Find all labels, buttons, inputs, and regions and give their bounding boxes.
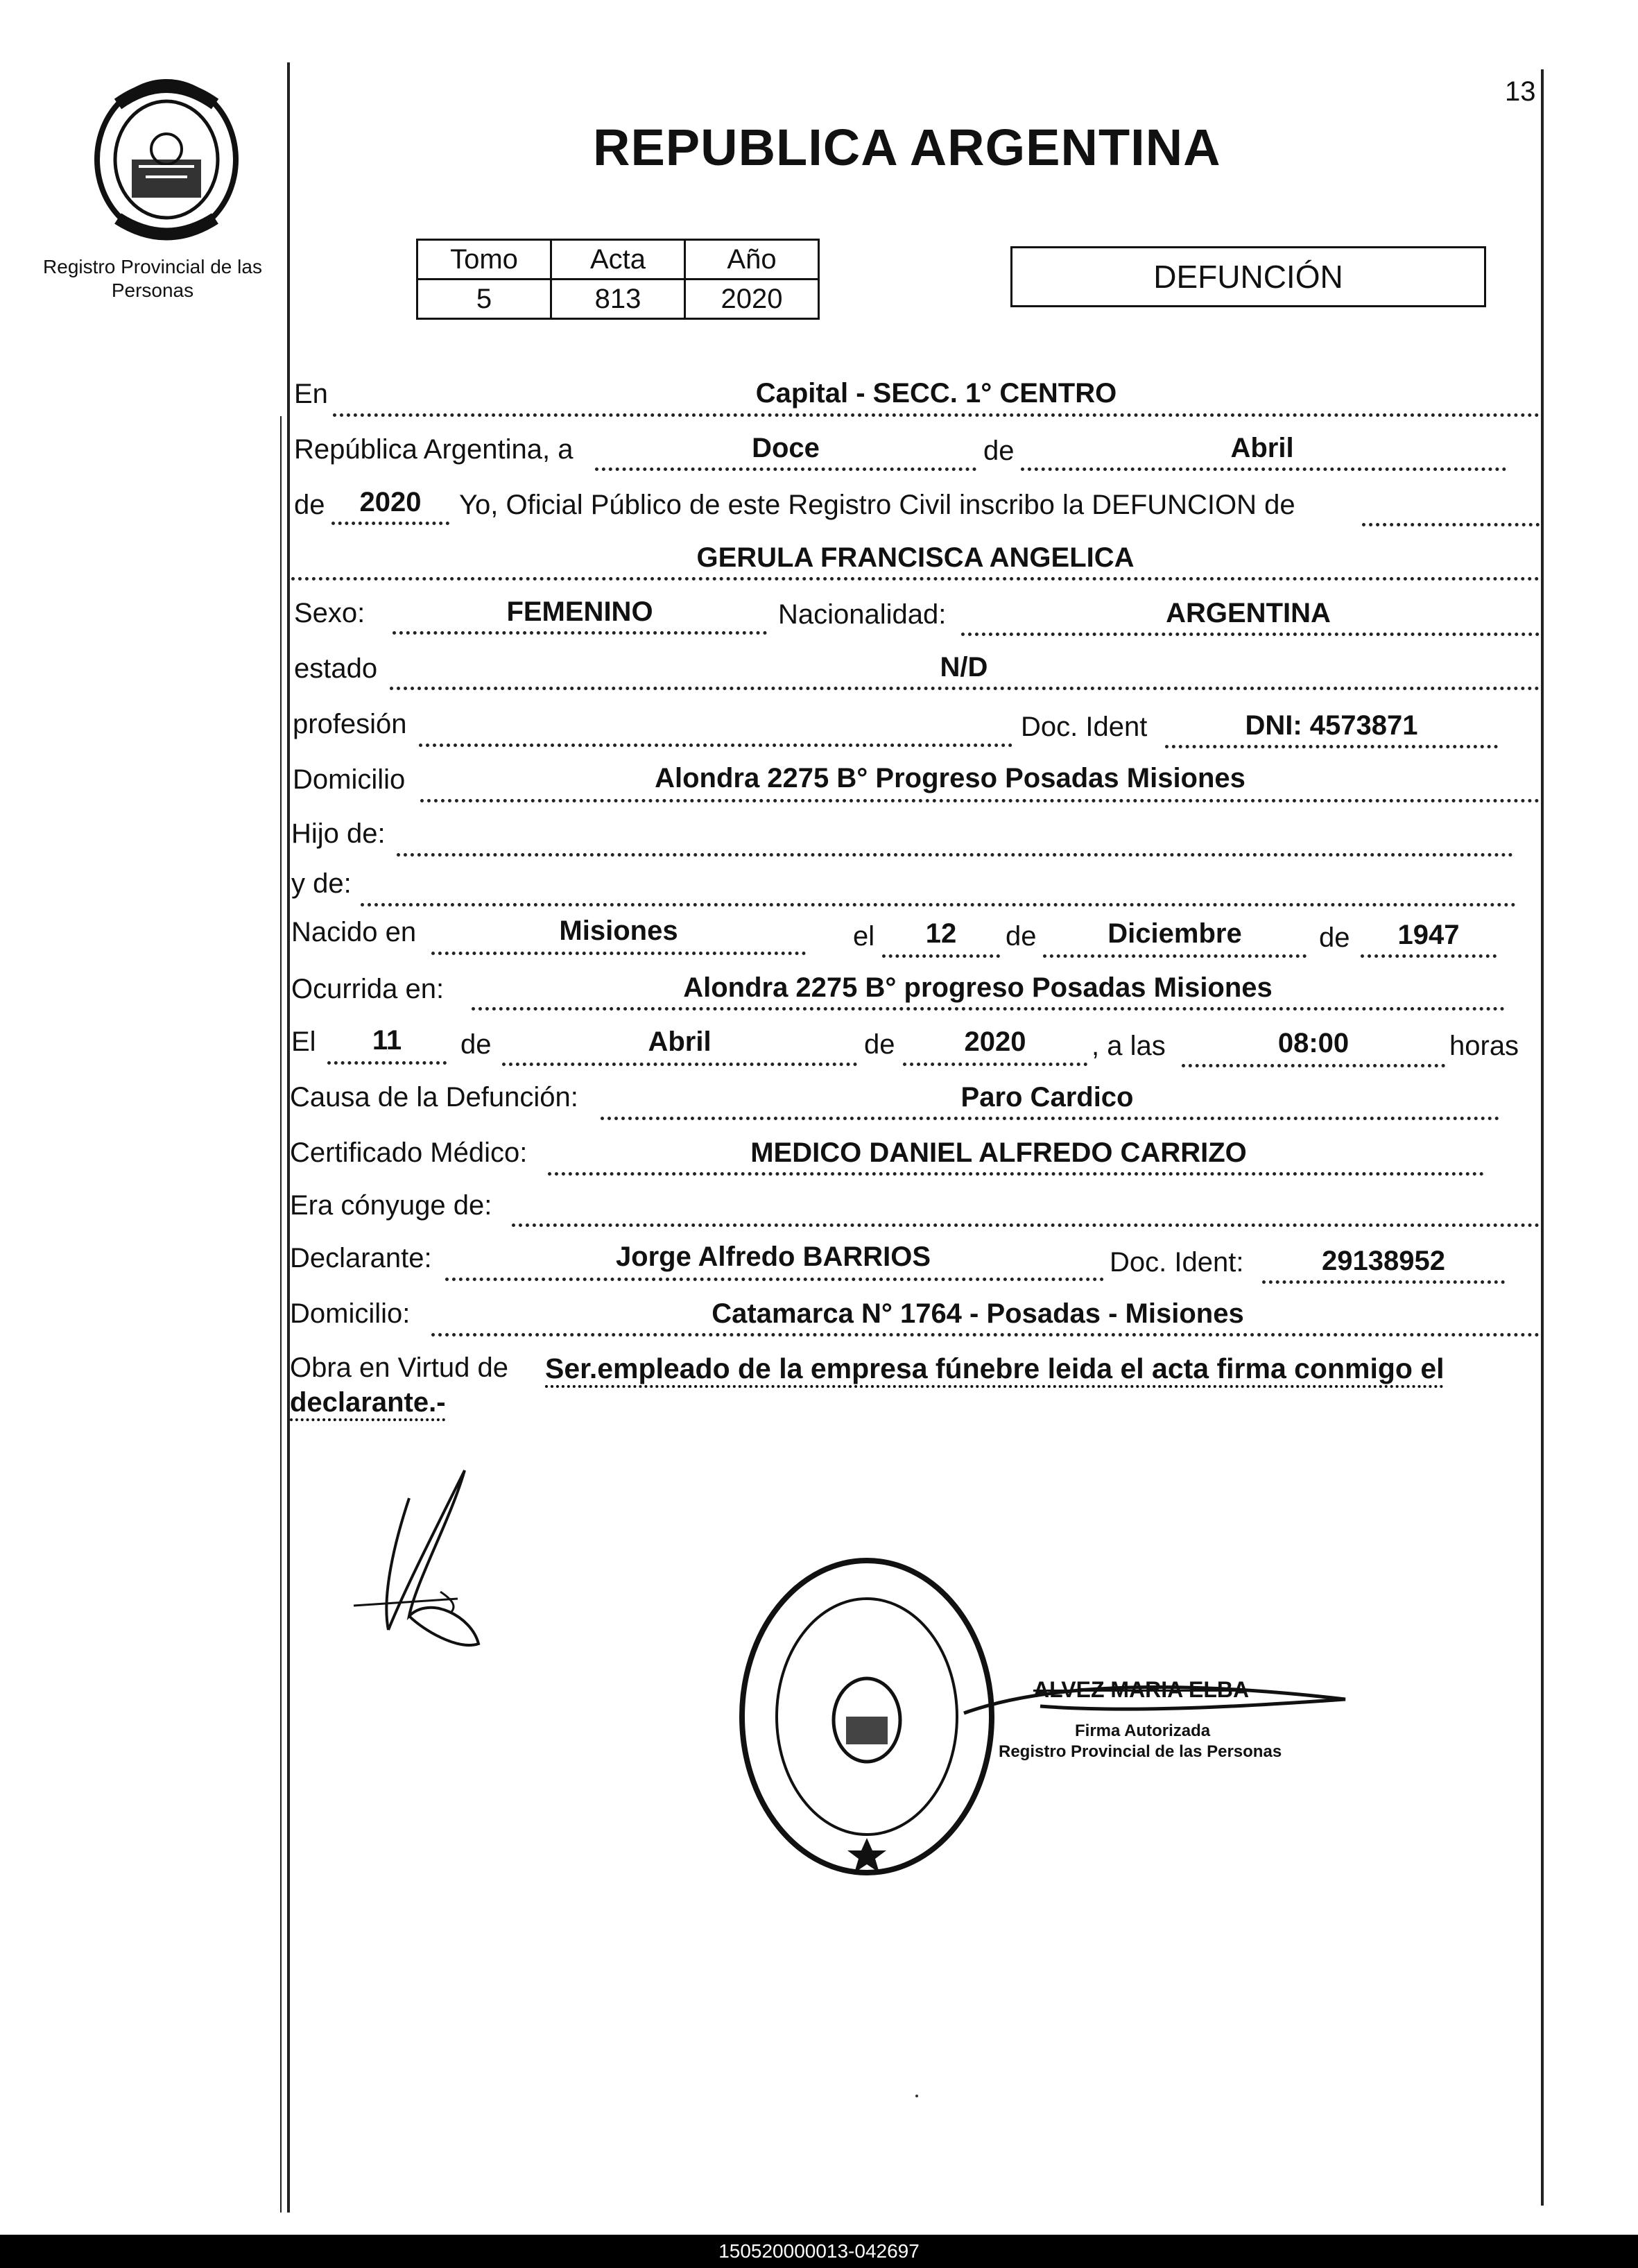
label-de: de xyxy=(1006,921,1037,952)
province-seal-icon xyxy=(90,76,243,243)
label-de: de xyxy=(460,1029,492,1060)
dotted-line xyxy=(595,467,976,471)
label-causa: Causa de la Defunción: xyxy=(290,1082,578,1112)
dotted-line xyxy=(361,903,1516,907)
value-hora: 08:00 xyxy=(1277,1028,1350,1058)
value-doc-ident: DNI: 4573871 xyxy=(1245,710,1418,741)
label-nacionalidad: Nacionalidad: xyxy=(778,599,947,630)
label-oficial: Yo, Oficial Público de este Registro Civil inscribo la DEFUNCION de xyxy=(459,490,1295,520)
label-declarante: Declarante: xyxy=(290,1243,432,1273)
dotted-line xyxy=(961,633,1540,636)
label-certificado: Certificado Médico: xyxy=(290,1137,528,1168)
dotted-line xyxy=(1362,523,1540,526)
value-domicilio: Alondra 2275 B° Progreso Posadas Misiones xyxy=(655,763,1245,793)
value-dia-inscripcion: Doce xyxy=(752,433,820,463)
dotted-line xyxy=(502,1063,857,1066)
value-fallecio-anio: 2020 xyxy=(964,1026,1026,1057)
label-en: En xyxy=(294,379,328,409)
page-title: REPUBLICA ARGENTINA xyxy=(593,119,1221,176)
reference-table xyxy=(416,239,820,320)
label-doc-ident: Doc. Ident xyxy=(1021,712,1148,742)
label-nacido-en: Nacido en xyxy=(291,917,417,947)
value-certificado: MEDICO DANIEL ALFREDO CARRIZO xyxy=(750,1137,1247,1168)
stamp-official-org: Registro Provincial de las Personas xyxy=(999,1742,1282,1761)
dotted-line xyxy=(333,413,1540,417)
value-nacido-anio: 1947 xyxy=(1397,920,1460,950)
dotted-line xyxy=(445,1278,1104,1281)
value-declarante-domicilio: Catamarca N° 1764 - Posadas - Misiones xyxy=(712,1298,1244,1329)
declarant-signature xyxy=(347,1457,513,1658)
label-estado: estado xyxy=(294,653,378,684)
value-obra-line1: Ser.empleado de la empresa fúnebre leida el acta firma conmigo el xyxy=(545,1352,1445,1384)
label-el-fecha: El xyxy=(291,1026,316,1057)
dotted-line xyxy=(548,1172,1484,1176)
dotted-line xyxy=(393,631,767,635)
dotted-line xyxy=(601,1117,1499,1120)
label-y-de: y de: xyxy=(291,868,352,899)
value-estado: N/D xyxy=(940,652,988,682)
dotted-line xyxy=(431,952,806,955)
value-ocurrida-en: Alondra 2275 B° progreso Posadas Misiones xyxy=(683,972,1273,1003)
reference-value-tomo: 5 xyxy=(417,280,551,319)
dotted-line xyxy=(419,744,1012,747)
value-nacido-en: Misiones xyxy=(559,916,678,946)
dotted-line xyxy=(1361,954,1497,958)
label-profesion: profesión xyxy=(293,709,407,739)
dotted-line xyxy=(420,799,1540,802)
dotted-line xyxy=(1043,954,1307,958)
value-fallecio-dia: 11 xyxy=(372,1025,402,1056)
dotted-line xyxy=(327,1061,447,1065)
label-domicilio-declarante: Domicilio: xyxy=(290,1298,411,1329)
footer-code: 150520000013-042697 xyxy=(0,2235,1638,2268)
dotted-line xyxy=(1021,467,1506,471)
dotted-line xyxy=(431,1333,1540,1337)
stamp-official-name: ALVEZ MARIA ELBA xyxy=(1033,1677,1250,1702)
dotted-line xyxy=(512,1223,1540,1227)
right-margin-line xyxy=(1541,69,1544,2206)
value-declarante: Jorge Alfredo BARRIOS xyxy=(615,1242,931,1272)
label-de: de xyxy=(1319,922,1350,953)
left-margin-line-inner xyxy=(280,416,282,2213)
dotted-line xyxy=(1182,1064,1445,1067)
label-conyuge: Era cónyuge de: xyxy=(290,1190,492,1221)
value-sexo: FEMENINO xyxy=(506,596,653,627)
label-ocurrida-en: Ocurrida en: xyxy=(291,974,445,1004)
dotted-line xyxy=(397,853,1513,857)
page-number: 13 xyxy=(1505,76,1536,107)
value-nacido-dia: 12 xyxy=(925,918,957,949)
value-lugar: Capital - SECC. 1° CENTRO xyxy=(755,378,1117,409)
label-domicilio: Domicilio xyxy=(293,764,406,795)
reference-value-acta: 813 xyxy=(551,280,685,319)
label-a-las: , a las xyxy=(1092,1031,1166,1061)
value-nacionalidad: ARGENTINA xyxy=(1166,598,1331,628)
value-obra-line2: declarante.- xyxy=(290,1387,446,1418)
value-causa: Paro Cardico xyxy=(960,1082,1134,1112)
dotted-line xyxy=(390,687,1540,690)
dotted-line xyxy=(903,1063,1087,1066)
dotted-line xyxy=(291,577,1540,581)
value-mes-inscripcion: Abril xyxy=(1230,433,1294,463)
label-sexo: Sexo: xyxy=(294,598,365,628)
dotted-line xyxy=(472,1007,1505,1011)
reference-value-anio: 2020 xyxy=(685,280,819,319)
dotted-line xyxy=(1262,1280,1505,1284)
value-declarante-doc: 29138952 xyxy=(1322,1246,1445,1276)
label-horas: horas xyxy=(1449,1031,1519,1061)
label-republica: República Argentina, a xyxy=(294,434,574,465)
dotted-line xyxy=(331,522,449,525)
value-anio-inscripcion: 2020 xyxy=(359,487,422,517)
dotted-line xyxy=(882,954,1000,958)
label-de: de xyxy=(864,1029,895,1060)
label-hijo-de: Hijo de: xyxy=(291,818,386,849)
stamp-official-role: Firma Autorizada xyxy=(1075,1721,1211,1740)
label-obra: Obra en Virtud de xyxy=(290,1352,509,1383)
reference-header-anio: Año xyxy=(685,240,819,280)
label-de-year: de xyxy=(294,490,325,520)
reference-header-acta: Acta xyxy=(551,240,685,280)
label-el: el xyxy=(853,921,875,952)
stray-mark xyxy=(915,2095,918,2097)
label-de: de xyxy=(983,436,1015,466)
reference-header-tomo: Tomo xyxy=(417,240,551,280)
registry-caption: Registro Provincial de las Personas xyxy=(43,256,262,301)
value-nacido-mes: Diciembre xyxy=(1107,918,1242,949)
document-type-box: DEFUNCIÓN xyxy=(1010,246,1486,307)
value-nombre: GERULA FRANCISCA ANGELICA xyxy=(696,542,1135,573)
value-fallecio-mes: Abril xyxy=(648,1026,712,1057)
label-doc-ident-declarante: Doc. Ident: xyxy=(1110,1247,1244,1278)
dotted-line xyxy=(1165,745,1498,748)
